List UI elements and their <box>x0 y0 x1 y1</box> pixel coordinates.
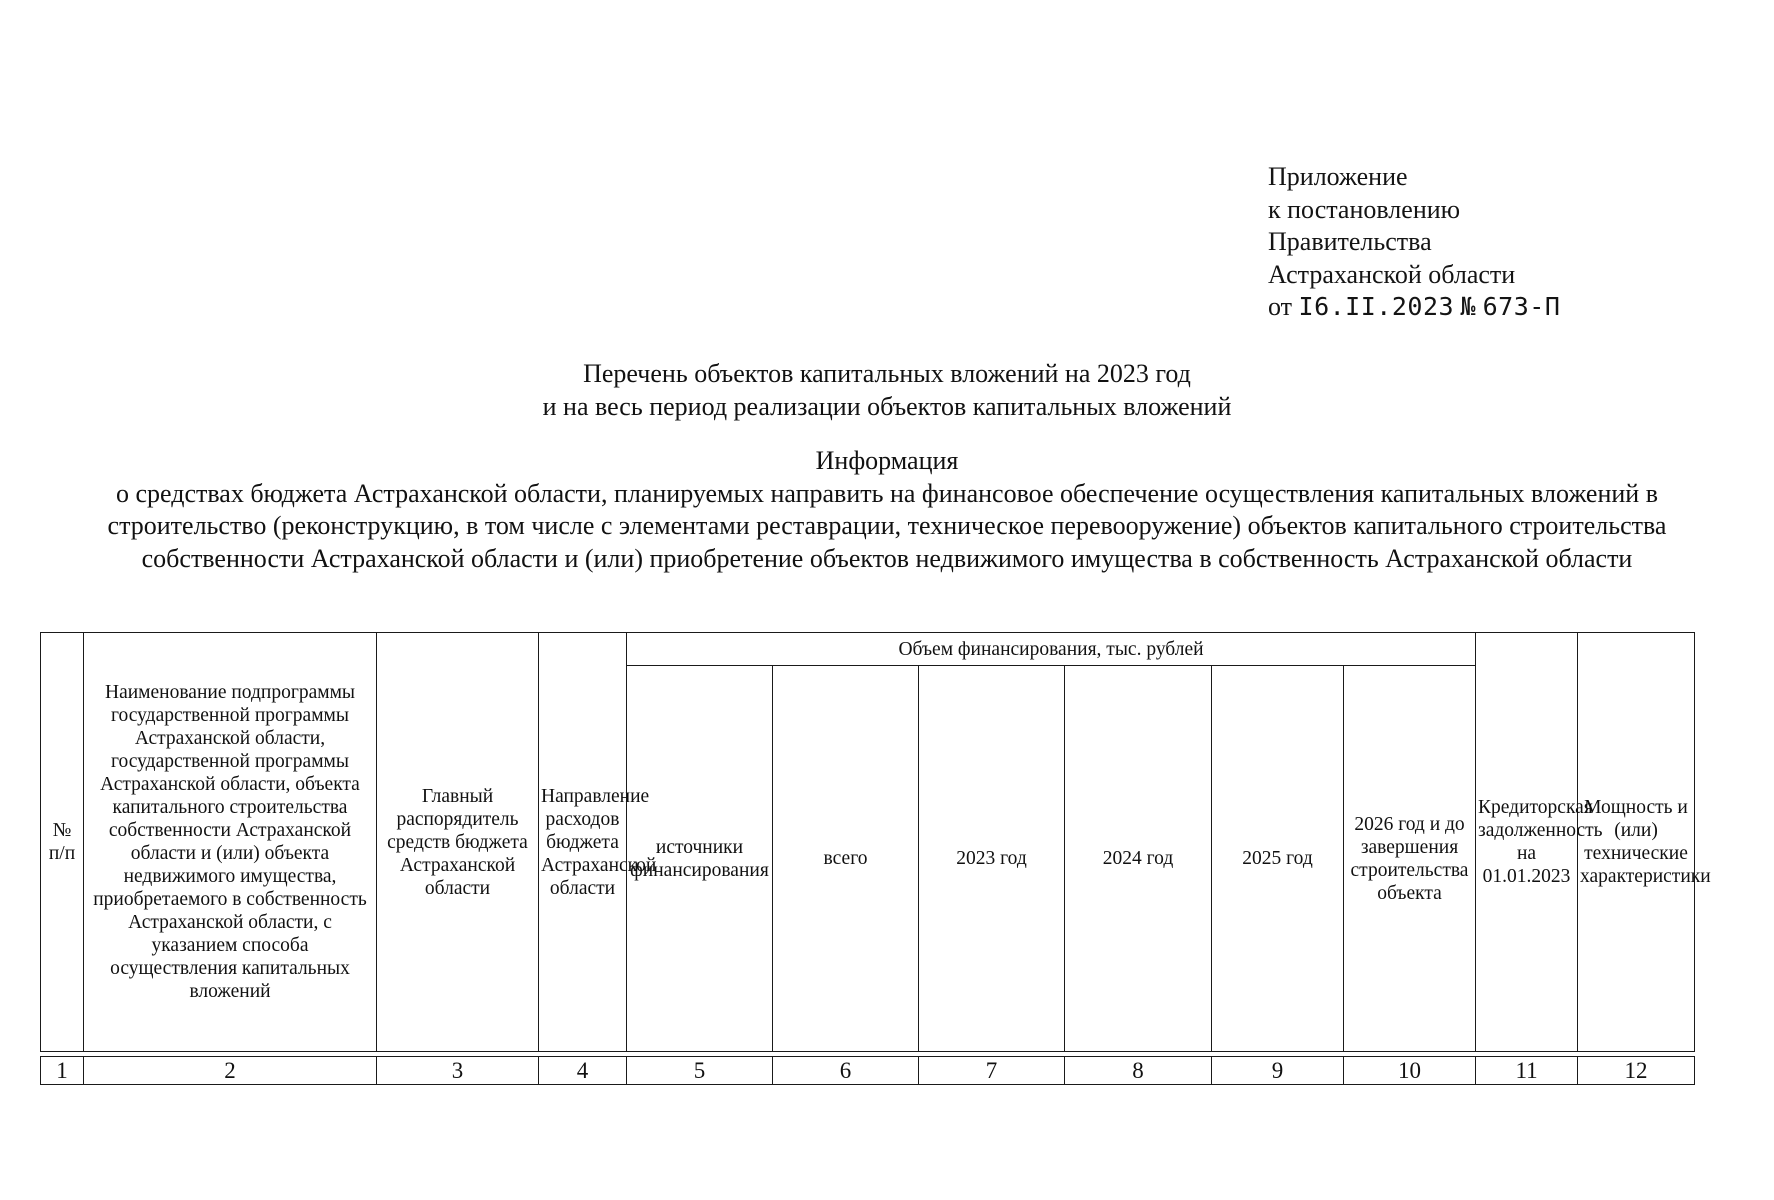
column-number: 2 <box>84 1057 377 1085</box>
header-funding-volume: Объем финансирования, тыс. рублей <box>627 633 1476 666</box>
column-number-row <box>41 1057 1695 1085</box>
document-title-line2: и на весь период реализации объектов капитальных вложений <box>542 391 1232 421</box>
header-year-2025: 2025 год <box>1212 666 1344 1052</box>
approval-date: I6.II.2023 <box>1298 292 1455 321</box>
column-number: 10 <box>1344 1057 1476 1085</box>
header-budget-manager: Главный распорядитель средств бюджета Астраханской области <box>377 633 539 1052</box>
header-capacity: Мощность и (или) технические характеристики <box>1578 633 1695 1052</box>
column-number: 5 <box>627 1057 773 1085</box>
column-number: 1 <box>41 1057 84 1085</box>
info-title: Информация <box>815 446 959 475</box>
header-object-name: Наименование подпрограммы государственной программы Астраханской области, государственной программы Астраханской области, объекта капитального строительства собственности Астраханской области и (или) объекта недвижимого имущества, приобретаемого в собственность Астраханской области, с указанием способа осуществления капитальных вложений <box>84 633 377 1052</box>
info-text: о средствах бюджета Астраханской области, планируемых направить на финансовое обеспечение осуществления капитальных вложений в строительство (реконструкцию, в том числе с элементами реставрации, техническое перевооружение) объектов капитального строительства собственности Астраханской области и (или) приобретение объектов недвижимого имущества в собственность Астраханской области <box>107 478 1667 573</box>
header-year-2026-plus: 2026 год и до завершения строительства объекта <box>1344 666 1476 1052</box>
header-year-2023: 2023 год <box>919 666 1065 1052</box>
approval-number: 673-П <box>1482 292 1561 321</box>
column-number: 7 <box>919 1057 1065 1085</box>
column-number: 3 <box>377 1057 539 1085</box>
header-expense-direction: Направление расходов бюджета Астраханской области <box>539 633 627 1052</box>
column-number: 8 <box>1065 1057 1212 1085</box>
approval-line: Приложение <box>1268 162 1408 191</box>
approval-date-line <box>1268 291 1560 324</box>
approval-date-prefix: от <box>1268 292 1293 321</box>
header-row-number: № п/п <box>41 633 84 1052</box>
document-title <box>0 358 1774 423</box>
header-funding-sources: источники финансирования <box>627 666 773 1052</box>
column-number: 11 <box>1476 1057 1578 1085</box>
column-number: 6 <box>773 1057 919 1085</box>
funding-table <box>40 632 1711 1085</box>
header-total: всего <box>773 666 919 1052</box>
approval-line: Астраханской области <box>1268 259 1516 289</box>
approval-stamp <box>1268 161 1560 324</box>
header-accounts-payable: Кредиторская задолженность на 01.01.2023 <box>1476 633 1578 1052</box>
header-year-2024: 2024 год <box>1065 666 1212 1052</box>
approval-line: к постановлению <box>1268 194 1461 224</box>
column-number: 4 <box>539 1057 627 1085</box>
info-block <box>90 445 1684 575</box>
approval-line: Правительства <box>1268 227 1432 256</box>
document-title-line1: Перечень объектов капитальных вложений на 2023 год <box>583 359 1191 388</box>
approval-number-sign: № <box>1460 292 1477 321</box>
column-number: 12 <box>1578 1057 1695 1085</box>
column-number: 9 <box>1212 1057 1344 1085</box>
